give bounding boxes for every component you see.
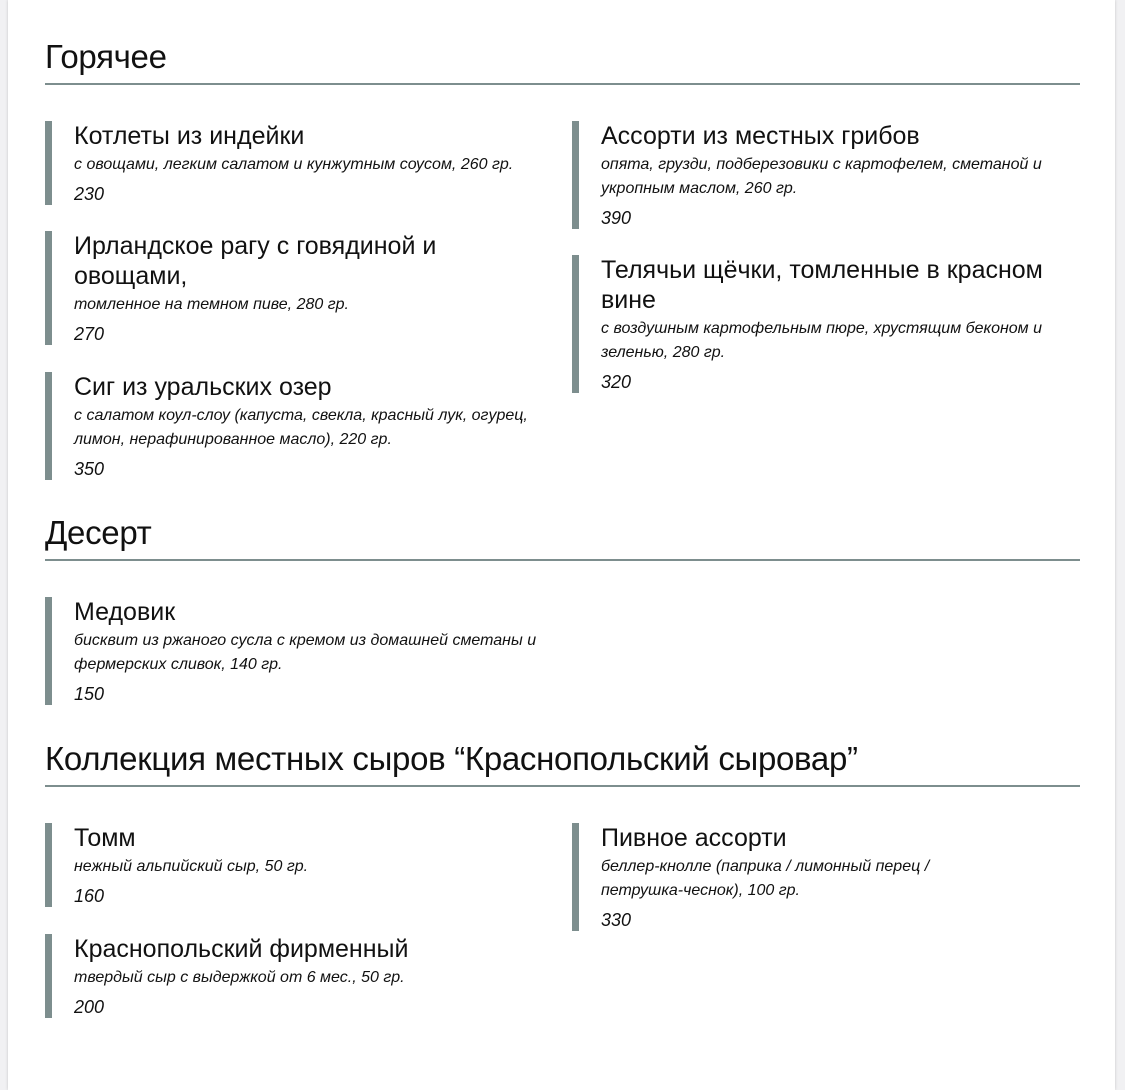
item-description: нежный альпийский сыр, 50 гр. <box>74 858 309 875</box>
item-description: с салатом коул-слоу (капуста, свекла, красный лук, огурец, лимон, нерафинированное масло), 220 гр. <box>74 407 528 448</box>
item-name: Котлеты из индейки <box>74 122 305 150</box>
item-description: беллер-кнолле (паприка / лимонный перец / петрушка-чеснок), 100 гр. <box>601 858 930 899</box>
section-title: Коллекция местных сыров “Краснопольский сыровар” <box>45 740 1080 787</box>
item-price: 330 <box>601 910 632 930</box>
section-dessert <box>45 514 1080 704</box>
item-name: Пивное ассорти <box>601 824 787 852</box>
item-name: Медовик <box>74 598 176 626</box>
menu-item <box>45 597 555 705</box>
item-price: 230 <box>74 184 105 204</box>
item-description: с овощами, легким салатом и кунжутным соусом, 260 гр. <box>74 156 514 173</box>
section-title: Десерт <box>45 514 1080 561</box>
item-price: 160 <box>74 886 105 906</box>
item-name: Томм <box>74 824 136 852</box>
item-price: 150 <box>74 684 105 704</box>
menu-item <box>45 121 545 205</box>
menu-item <box>572 121 1080 229</box>
item-name: Ирландское рагу с говядиной и овощами, <box>74 232 437 290</box>
item-description: томленное на темном пиве, 280 гр. <box>74 296 349 313</box>
item-description: бисквит из ржаного сусла с кремом из домашней сметаны и фермерских сливок, 140 гр. <box>74 632 537 673</box>
item-price: 270 <box>74 324 105 344</box>
menu-item <box>572 823 992 931</box>
item-description: твердый сыр с выдержкой от 6 мес., 50 гр. <box>74 969 405 986</box>
item-price: 200 <box>74 997 105 1017</box>
section-title: Горячее <box>45 38 1080 85</box>
menu-item <box>45 934 545 1018</box>
menu-item <box>45 372 555 480</box>
item-name: Ассорти из местных грибов <box>601 122 920 150</box>
item-name: Сиг из уральских озер <box>74 373 332 401</box>
item-price: 350 <box>74 459 105 479</box>
item-description: опята, грузди, подберезовики с картофелем, сметаной и укропным маслом, 260 гр. <box>601 156 1042 197</box>
section-cheese <box>45 740 1080 1017</box>
section-hot <box>45 38 1080 479</box>
menu-page <box>8 0 1115 1090</box>
menu-item <box>45 231 545 345</box>
item-description: с воздушным картофельным пюре, хрустящим беконом и зеленью, 280 гр. <box>601 320 1042 361</box>
item-name: Краснопольский фирменный <box>74 935 409 963</box>
menu-item <box>45 823 545 907</box>
menu-item <box>572 255 1080 393</box>
item-price: 390 <box>601 208 632 228</box>
item-price: 320 <box>601 372 632 392</box>
item-name: Телячьи щёчки, томленные в красном вине <box>601 256 1043 314</box>
